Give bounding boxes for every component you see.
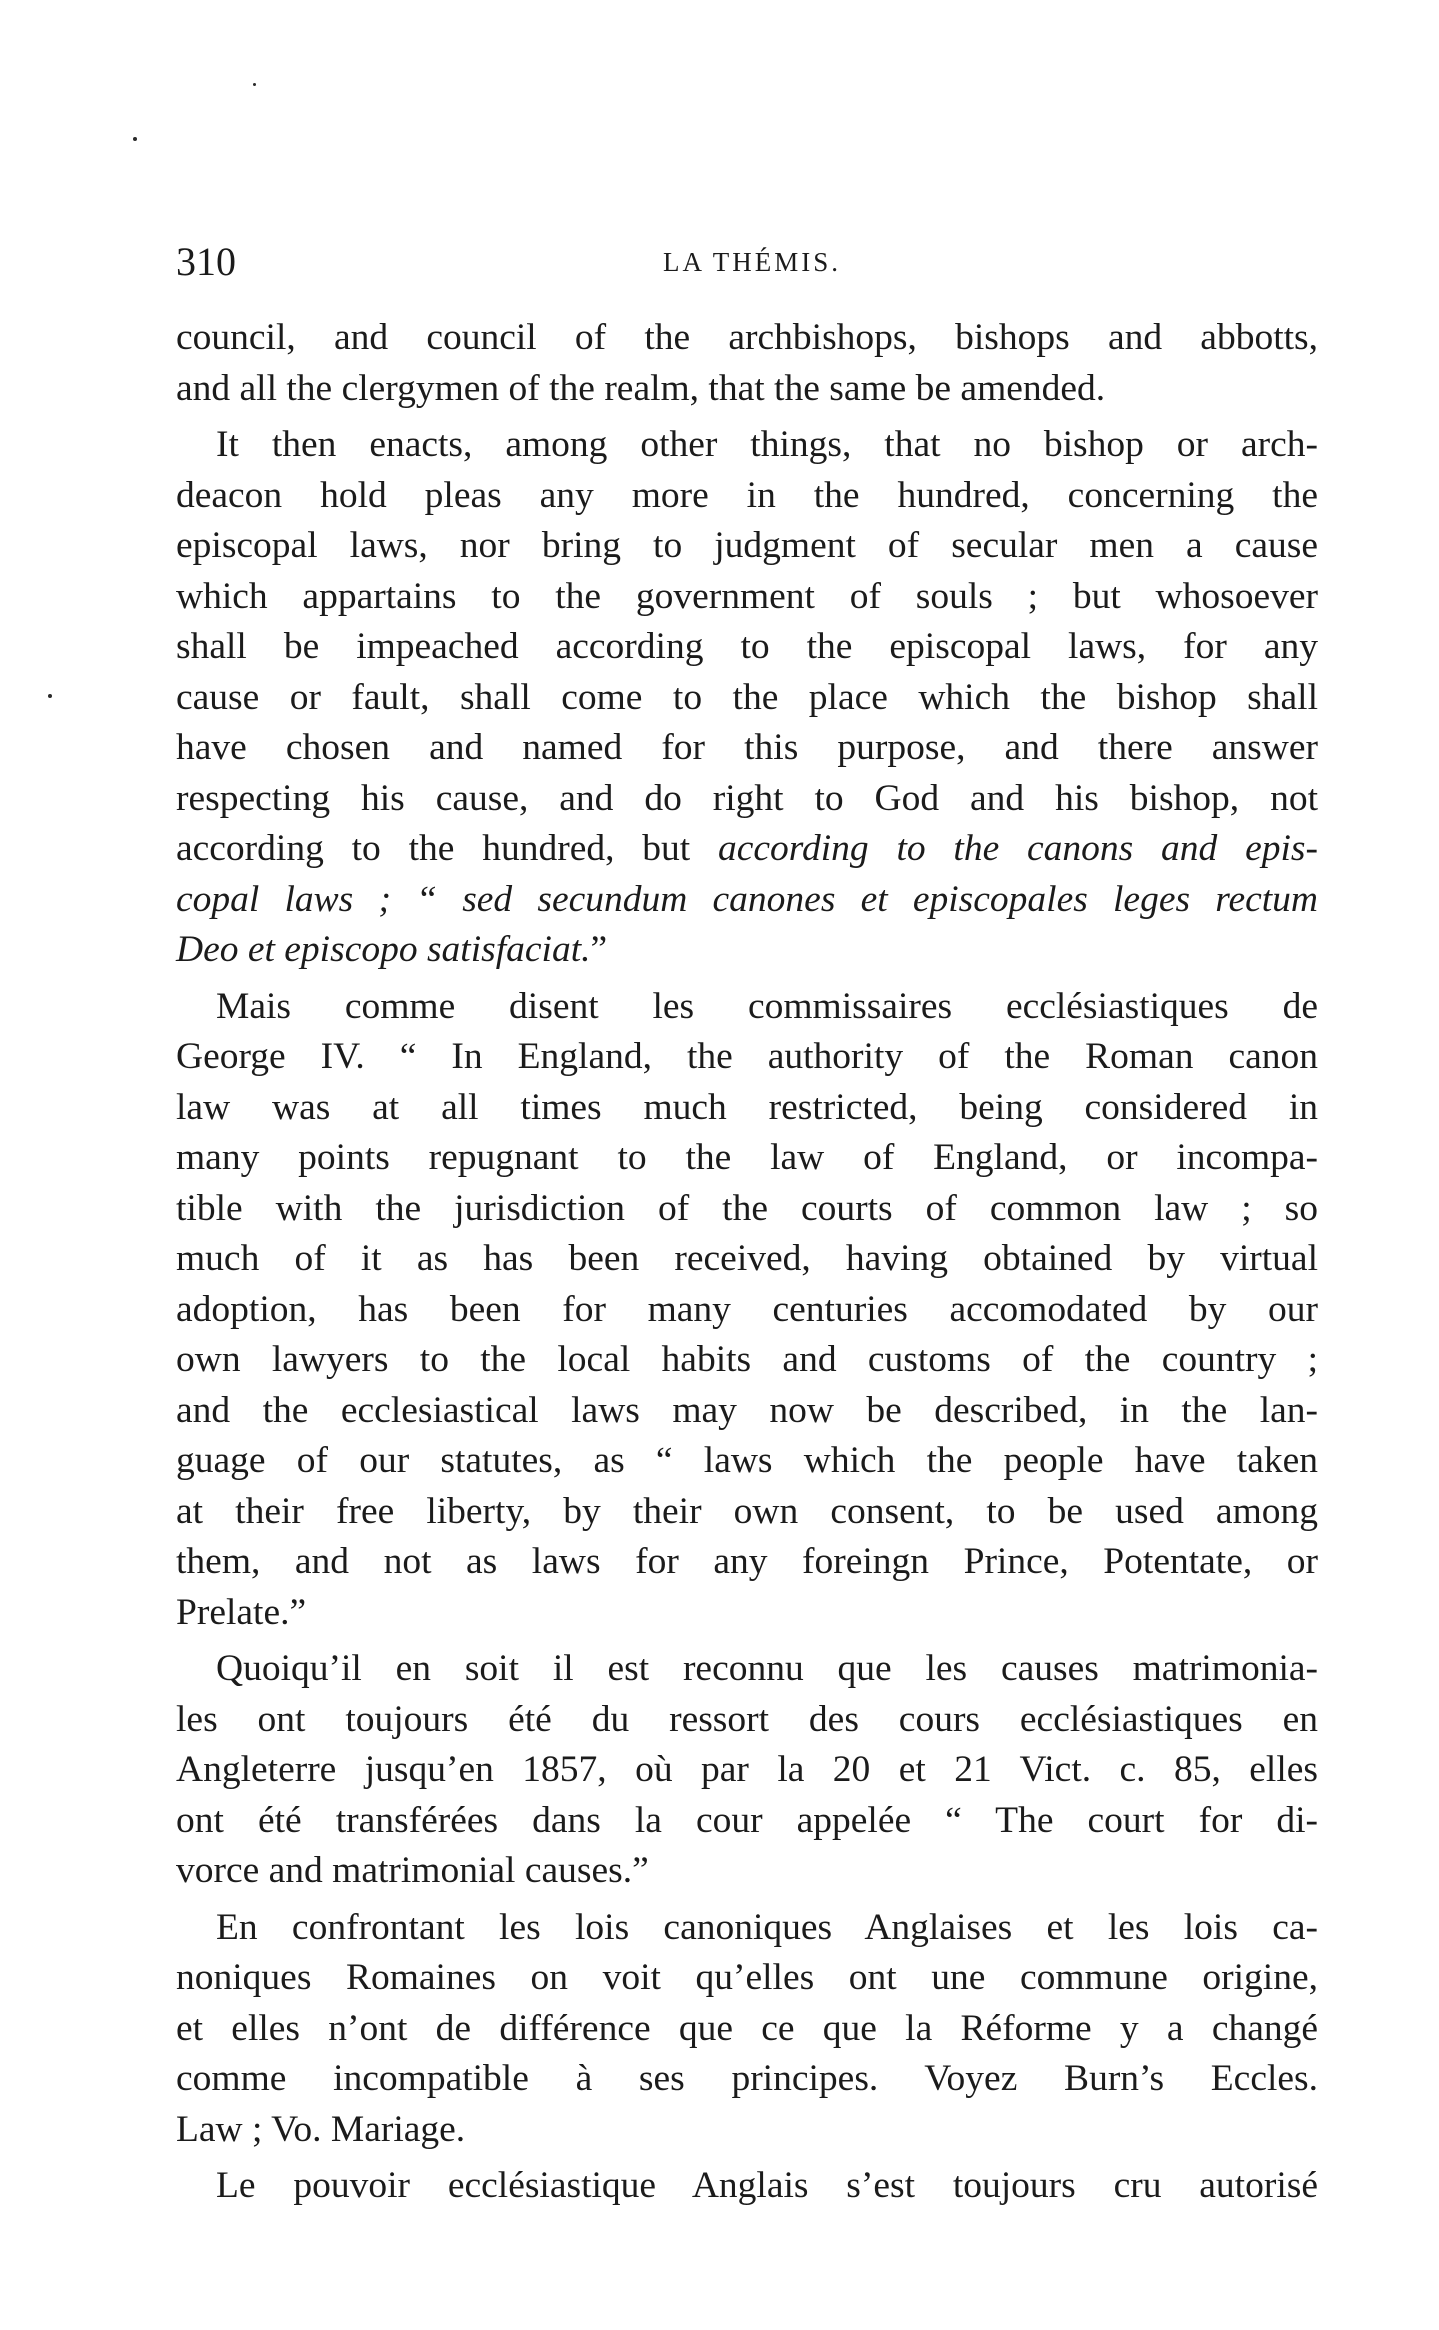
- text-line: adoption, has been for many centuries accomodated by our: [176, 1288, 1318, 1330]
- italic-span: copal laws ; “ sed secundum canones et episcopales leges rectum: [176, 878, 1318, 920]
- text-line: guage of our statutes, as “ laws which the people have taken: [176, 1440, 1318, 1481]
- text-line: Quoiqu’il en soit il est reconnu que les causes matrimonia-: [216, 1648, 1318, 1689]
- page-number: 310: [176, 239, 236, 284]
- paragraph: [176, 313, 1318, 414]
- text-line: own lawyers to the local habits and customs of the country ;: [176, 1339, 1318, 1380]
- text-line: Mais comme disent les commissaires ecclésiastiques de: [216, 985, 1318, 1027]
- text-line: and all the clergymen of the realm, that the same be amended.: [176, 367, 1106, 409]
- italic-span: according to the canons and epis-: [717, 828, 1318, 869]
- text-line: It then enacts, among other things, that no bishop or arch-: [216, 424, 1318, 465]
- text-line: which appartains to the government of souls ; but whosoever: [176, 575, 1318, 617]
- paragraph: [176, 2161, 1318, 2212]
- text-line: law was at all times much restricted, being considered in: [176, 1086, 1318, 1128]
- text-line: and the ecclesiastical laws may now be described, in the lan-: [176, 1389, 1318, 1431]
- text-line: cause or fault, shall come to the place which the bishop shall: [176, 676, 1318, 718]
- text-line: much of it as has been received, having obtained by virtual: [176, 1238, 1318, 1279]
- text-line: at their free liberty, by their own consent, to be used among: [176, 1490, 1318, 1532]
- body-text: [176, 313, 1318, 2212]
- running-title: LA THÉMIS.: [662, 247, 841, 277]
- text-line: [176, 875, 1318, 926]
- ink-speck: [133, 137, 137, 141]
- paragraph: [176, 1903, 1318, 2156]
- text-line: noniques Romaines on voit qu’elles ont une commune origine,: [176, 1957, 1318, 1998]
- text-span: according to the hundred, but: [176, 828, 718, 869]
- italic-span: Deo et episcopo satisfaciat.: [176, 929, 591, 970]
- text-line: them, and not as laws for any foreingn Prince, Potentate, or: [176, 1541, 1318, 1582]
- text-line: Le pouvoir ecclésiastique Anglais s’est toujours cru autorisé: [216, 2165, 1318, 2206]
- text-line: ont été transférées dans la cour appelée “ The court for di-: [176, 1799, 1318, 1841]
- text-line: Angleterre jusqu’en 1857, où par la 20 et 21 Vict. c. 85, elles: [176, 1749, 1318, 1790]
- text-line: [176, 925, 1318, 976]
- text-line: vorce and matrimonial causes.”: [176, 1850, 649, 1891]
- text-line: respecting his cause, and do right to God and his bishop, not: [176, 777, 1318, 819]
- text-line: have chosen and named for this purpose, and there answer: [176, 727, 1318, 768]
- page-header: [176, 232, 1318, 292]
- text-span: ”: [590, 929, 608, 970]
- ink-speck: [48, 694, 52, 698]
- text-line: Prelate.”: [176, 1591, 307, 1633]
- paragraph: [176, 1644, 1318, 1897]
- text-line: episcopal laws, nor bring to judgment of secular men a cause: [176, 525, 1318, 566]
- text-line: comme incompatible à ses principes. Voyez Burn’s Eccles.: [176, 2058, 1318, 2099]
- text-line: [176, 824, 1318, 875]
- text-line: shall be impeached according to the episcopal laws, for any: [176, 626, 1318, 667]
- paragraph: [176, 420, 1318, 976]
- text-line: et elles n’ont de différence que ce que la Réforme y a changé: [176, 2007, 1318, 2049]
- paragraph: [176, 982, 1318, 1639]
- text-line: George IV. “ In England, the authority of the Roman canon: [176, 1036, 1318, 1077]
- text-line: council, and council of the archbishops, bishops and abbotts,: [176, 317, 1318, 358]
- text-line: En confrontant les lois canoniques Anglaises et les lois ca-: [216, 1906, 1318, 1948]
- ink-speck: [253, 83, 256, 86]
- text-line: deacon hold pleas any more in the hundred, concerning the: [176, 474, 1318, 516]
- text-line: les ont toujours été du ressort des cours ecclésiastiques en: [176, 1698, 1318, 1740]
- text-line: Law ; Vo. Mariage.: [176, 2108, 466, 2150]
- text-line: many points repugnant to the law of England, or incompa-: [176, 1137, 1318, 1178]
- text-line: tible with the jurisdiction of the courts of common law ; so: [176, 1187, 1318, 1229]
